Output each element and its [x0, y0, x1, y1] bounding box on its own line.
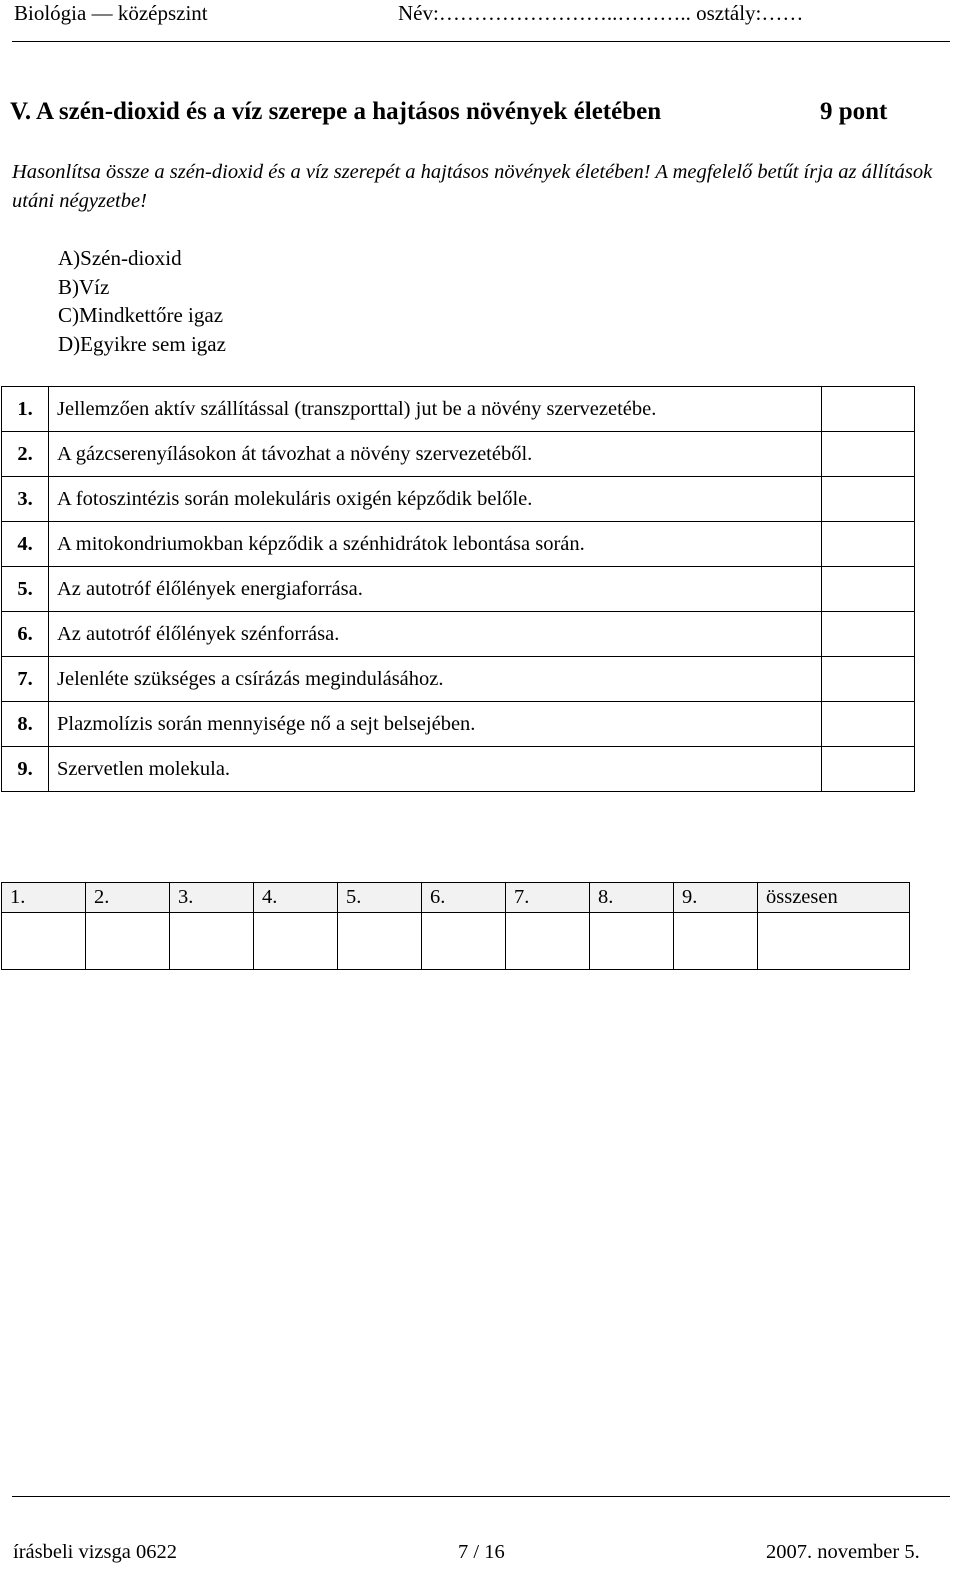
statement-number: 5.: [2, 567, 49, 612]
score-box[interactable]: [506, 913, 590, 970]
statement-text: Jellemzően aktív szállítással (transzporttal) jut be a növény szervezetébe.: [49, 387, 822, 432]
footer-exam-code: írásbeli vizsga 0622: [13, 1541, 177, 1563]
statement-text: A fotoszintézis során molekuláris oxigén képződik belőle.: [49, 477, 822, 522]
statement-row: [2, 477, 915, 522]
score-label: 5.: [338, 883, 422, 913]
statement-number: 1.: [2, 387, 49, 432]
score-label: 8.: [590, 883, 674, 913]
score-table: [1, 882, 910, 970]
statement-number: 7.: [2, 657, 49, 702]
statement-text: Jelenléte szükséges a csírázás megindulásához.: [49, 657, 822, 702]
statement-row: [2, 567, 915, 612]
answer-options: [58, 244, 226, 359]
score-label: 9.: [674, 883, 758, 913]
statements-table: [1, 386, 915, 792]
statement-text: Az autotróf élőlények szénforrása.: [49, 612, 822, 657]
page-header-subject: Biológia — középszint: [14, 1, 208, 25]
statement-text: Szervetlen molekula.: [49, 747, 822, 792]
page-header-name-class: Név:……………………..……….. osztály:……: [398, 1, 804, 25]
answer-box[interactable]: [822, 477, 915, 522]
statement-row: [2, 747, 915, 792]
score-box-total[interactable]: [758, 913, 910, 970]
statement-text: A mitokondriumokban képződik a szénhidrátok lebontása során.: [49, 522, 822, 567]
answer-box[interactable]: [822, 747, 915, 792]
score-label: 7.: [506, 883, 590, 913]
statement-number: 3.: [2, 477, 49, 522]
option-b: B)Víz: [58, 274, 110, 299]
statement-row: [2, 702, 915, 747]
answer-box[interactable]: [822, 657, 915, 702]
score-label: 3.: [170, 883, 254, 913]
footer-rule: [12, 1496, 950, 1497]
task-title: V. A szén-dioxid és a víz szerepe a hajtásos növények életében: [10, 98, 662, 125]
answer-box[interactable]: [822, 522, 915, 567]
score-label: 6.: [422, 883, 506, 913]
answer-box[interactable]: [822, 432, 915, 477]
task-instructions: Hasonlítsa össze a szén-dioxid és a víz szerepét a hajtásos növények életében! A megfelelő betűt írja az állítások utáni négyzetbe!: [12, 161, 933, 212]
score-box[interactable]: [674, 913, 758, 970]
statement-text: Plazmolízis során mennyisége nő a sejt belsejében.: [49, 702, 822, 747]
header-rule: [12, 41, 950, 42]
statement-row: [2, 657, 915, 702]
statement-row: [2, 432, 915, 477]
statement-number: 2.: [2, 432, 49, 477]
score-label: 1.: [2, 883, 86, 913]
statement-text: A gázcserenyílásokon át távozhat a növény szervezetéből.: [49, 432, 822, 477]
statement-row: [2, 387, 915, 432]
answer-box[interactable]: [822, 387, 915, 432]
score-label-row: [2, 883, 910, 913]
score-box[interactable]: [590, 913, 674, 970]
option-d: D)Egyikre sem igaz: [58, 332, 226, 357]
score-box[interactable]: [338, 913, 422, 970]
statement-row: [2, 522, 915, 567]
score-box[interactable]: [422, 913, 506, 970]
footer-page-number: 7 / 16: [458, 1541, 505, 1563]
score-label: 2.: [86, 883, 170, 913]
statement-number: 6.: [2, 612, 49, 657]
score-box[interactable]: [2, 913, 86, 970]
score-box-row: [2, 913, 910, 970]
score-label: 4.: [254, 883, 338, 913]
answer-box[interactable]: [822, 702, 915, 747]
answer-box[interactable]: [822, 612, 915, 657]
statement-row: [2, 612, 915, 657]
statement-number: 8.: [2, 702, 49, 747]
statement-text: Az autotróf élőlények energiaforrása.: [49, 567, 822, 612]
footer-date: 2007. november 5.: [766, 1541, 920, 1563]
statement-number: 9.: [2, 747, 49, 792]
option-a: A)Szén-dioxid: [58, 246, 182, 270]
score-box[interactable]: [170, 913, 254, 970]
task-points: 9 pont: [820, 98, 888, 125]
score-label-total: összesen: [758, 883, 910, 913]
score-box[interactable]: [86, 913, 170, 970]
answer-box[interactable]: [822, 567, 915, 612]
score-box[interactable]: [254, 913, 338, 970]
option-c: C)Mindkettőre igaz: [58, 303, 224, 328]
statement-number: 4.: [2, 522, 49, 567]
